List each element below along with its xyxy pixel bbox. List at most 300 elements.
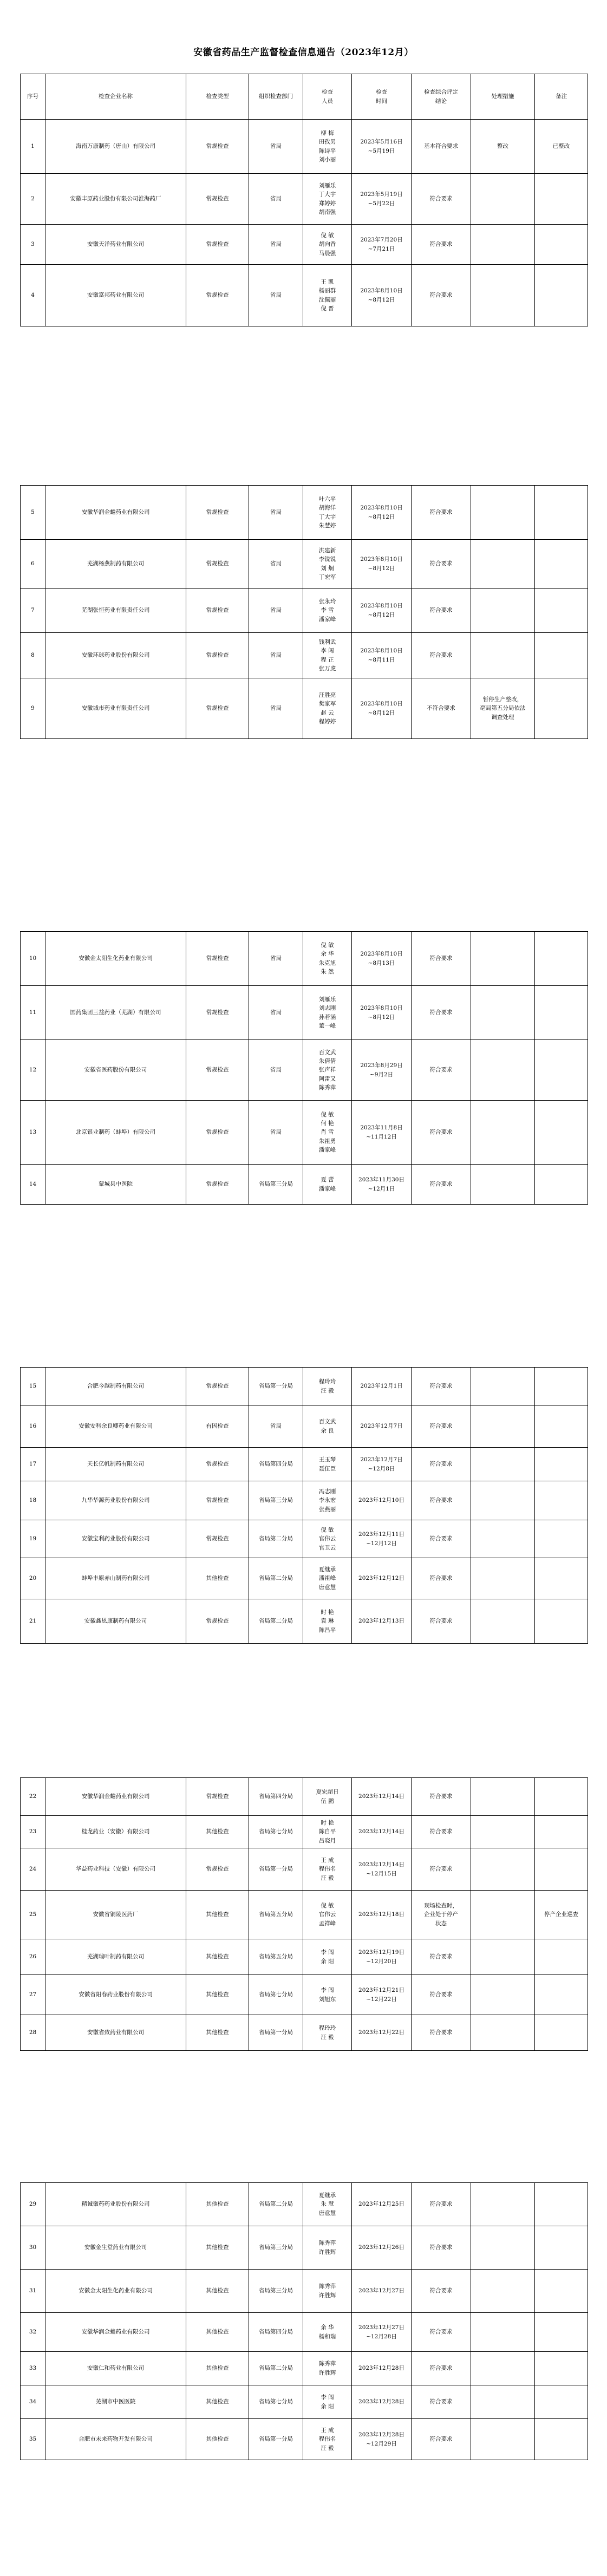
conclusion-cell: 符合要求 [412, 2015, 471, 2051]
conclusion-cell: 符合要求 [412, 1599, 471, 1644]
serial-number-cell: 12 [21, 1040, 45, 1101]
inspection-type-cell: 常规检查 [186, 1040, 249, 1101]
header-serial-number: 序号 [21, 74, 45, 120]
serial-number-cell: 19 [21, 1520, 45, 1558]
table-row [21, 265, 588, 326]
measures-cell [471, 265, 535, 326]
inspectors-cell: 夏继承 潘祖峰 唐意慧 [303, 1558, 352, 1599]
inspectors-cell: 夏 蕾 潘家峰 [303, 1165, 352, 1205]
serial-number-cell: 33 [21, 2352, 45, 2385]
organizing-dept-cell: 省局第一分局 [249, 1368, 303, 1405]
inspection-type-cell: 常规检查 [186, 225, 249, 265]
remarks-cell [535, 1778, 588, 1816]
conclusion-cell: 符合要求 [412, 1816, 471, 1848]
inspection-time-cell: 2023年12月10日 [352, 1481, 412, 1520]
conclusion-cell: 符合要求 [412, 1848, 471, 1891]
serial-number-cell: 14 [21, 1165, 45, 1205]
organizing-dept-cell: 省局 [249, 486, 303, 540]
company-name-cell: 安徽省致药业有限公司 [45, 2015, 186, 2051]
organizing-dept-cell: 省局第三分局 [249, 1165, 303, 1205]
company-name-cell: 安徽城市药业有限责任公司 [45, 678, 186, 739]
organizing-dept-cell: 省局第二分局 [249, 1520, 303, 1558]
inspectors-cell: 倪 敏 何 艳 肖 雪 朱祖勇 潘家峰 [303, 1101, 352, 1165]
inspection-time-cell: 2023年12月21日 ~12月22日 [352, 1975, 412, 2015]
measures-cell [471, 1848, 535, 1891]
organizing-dept-cell: 省局 [249, 225, 303, 265]
serial-number-cell: 35 [21, 2419, 45, 2460]
measures-cell [471, 174, 535, 225]
organizing-dept-cell: 省局第二分局 [249, 1599, 303, 1644]
conclusion-cell: 符合要求 [412, 540, 471, 589]
measures-cell [471, 1891, 535, 1939]
measures-cell [471, 1558, 535, 1599]
conclusion-cell: 符合要求 [412, 1520, 471, 1558]
company-name-cell: 安徽金太阳生化药业有限公司 [45, 2270, 186, 2313]
company-name-cell: 芜湖瑞叶制药有限公司 [45, 1939, 186, 1975]
remarks-cell [535, 1481, 588, 1520]
table-row [21, 2385, 588, 2419]
remarks-cell [535, 1101, 588, 1165]
inspection-time-cell: 2023年12月18日 [352, 1891, 412, 1939]
header-inspection-time: 检查 时间 [352, 74, 412, 120]
serial-number-cell: 22 [21, 1778, 45, 1816]
company-name-cell: 安徽仁和药业有限公司 [45, 2352, 186, 2385]
inspectors-cell: 钱利武 李 闯 程 正 张万虎 [303, 633, 352, 678]
table-row [21, 1939, 588, 1975]
organizing-dept-cell: 省局 [249, 1405, 303, 1448]
inspection-time-cell: 2023年7月20日 ~7月21日 [352, 225, 412, 265]
inspection-time-cell: 2023年12月19日 ~12月20日 [352, 1939, 412, 1975]
serial-number-cell: 16 [21, 1405, 45, 1448]
inspection-time-cell: 2023年8月10日 ~8月12日 [352, 540, 412, 589]
table-row [21, 1558, 588, 1599]
table-row [21, 1520, 588, 1558]
inspection-type-cell: 其他检查 [186, 2385, 249, 2419]
organizing-dept-cell: 省局第三分局 [249, 2270, 303, 2313]
company-name-cell: 蒙城县中医院 [45, 1165, 186, 1205]
table-row [21, 2313, 588, 2352]
remarks-cell [535, 1848, 588, 1891]
table-row [21, 932, 588, 986]
company-name-cell: 安徽天洋药业有限公司 [45, 225, 186, 265]
measures-cell [471, 225, 535, 265]
organizing-dept-cell: 省局第四分局 [249, 2313, 303, 2352]
company-name-cell: 蚌埠丰原赤山制药有限公司 [45, 1558, 186, 1599]
inspection-type-cell: 其他检查 [186, 2270, 249, 2313]
inspection-type-cell: 其他检查 [186, 2183, 249, 2226]
conclusion-cell: 符合要求 [412, 1165, 471, 1205]
inspection-time-cell: 2023年12月7日 ~12月8日 [352, 1448, 412, 1481]
remarks-cell [535, 1520, 588, 1558]
inspection-type-cell: 其他检查 [186, 2226, 249, 2270]
conclusion-cell: 符合要求 [412, 2385, 471, 2419]
remarks-cell [535, 1405, 588, 1448]
inspection-type-cell: 常规检查 [186, 932, 249, 986]
inspection-time-cell: 2023年8月10日 ~8月11日 [352, 633, 412, 678]
table-row [21, 2015, 588, 2051]
company-name-cell: 安徽环球药业股份有限公司 [45, 633, 186, 678]
company-name-cell: 精诚徽药药业股份有限公司 [45, 2183, 186, 2226]
inspectors-cell: 王玉琴 聂伍臣 [303, 1448, 352, 1481]
measures-cell [471, 986, 535, 1040]
inspection-time-cell: 2023年8月10日 ~8月12日 [352, 486, 412, 540]
inspectors-cell: 冯志刚 李永宏 张燕丽 [303, 1481, 352, 1520]
remarks-cell: 已整改 [535, 120, 588, 174]
table-row [21, 1848, 588, 1891]
inspection-type-cell: 常规检查 [186, 1520, 249, 1558]
company-name-cell: 合肥今越制药有限公司 [45, 1368, 186, 1405]
table-row [21, 540, 588, 589]
remarks-cell [535, 174, 588, 225]
remarks-cell: 停产企业巡查 [535, 1891, 588, 1939]
inspectors-cell: 李 闯 余 阳 [303, 1939, 352, 1975]
table-row [21, 225, 588, 265]
company-name-cell: 安徽华润金蟾药业有限公司 [45, 486, 186, 540]
document-title: 安徽省药品生产监督检查信息通告（2023年12月） [193, 47, 414, 58]
organizing-dept-cell: 省局第五分局 [249, 1939, 303, 1975]
remarks-cell [535, 225, 588, 265]
inspection-type-cell: 常规检查 [186, 678, 249, 739]
inspection-table-page-2 [20, 485, 588, 739]
conclusion-cell: 符合要求 [412, 1101, 471, 1165]
remarks-cell [535, 2270, 588, 2313]
inspection-type-cell: 常规检查 [186, 1778, 249, 1816]
inspection-type-cell: 常规检查 [186, 1368, 249, 1405]
measures-cell [471, 2352, 535, 2385]
company-name-cell: 国药集团三益药业（芜湖）有限公司 [45, 986, 186, 1040]
organizing-dept-cell: 省局 [249, 120, 303, 174]
inspection-type-cell: 有因检查 [186, 1405, 249, 1448]
organizing-dept-cell: 省局第二分局 [249, 2352, 303, 2385]
company-name-cell: 芜湖杨燕制药有限公司 [45, 540, 186, 589]
inspectors-cell: 倪 敏 胡向香 马晨强 [303, 225, 352, 265]
conclusion-cell: 符合要求 [412, 225, 471, 265]
serial-number-cell: 21 [21, 1599, 45, 1644]
measures-cell [471, 1816, 535, 1848]
serial-number-cell: 15 [21, 1368, 45, 1405]
serial-number-cell: 8 [21, 633, 45, 678]
organizing-dept-cell: 省局第五分局 [249, 1891, 303, 1939]
organizing-dept-cell: 省局 [249, 932, 303, 986]
inspectors-cell: 李 闯 刘旭东 [303, 1975, 352, 2015]
conclusion-cell: 符合要求 [412, 633, 471, 678]
conclusion-cell: 符合要求 [412, 932, 471, 986]
inspectors-cell: 陈秀萍 许胜辉 [303, 2352, 352, 2385]
inspectors-cell: 王 成 程伟名 汪 毅 [303, 2419, 352, 2460]
conclusion-cell: 符合要求 [412, 1040, 471, 1101]
table-row [21, 486, 588, 540]
inspectors-cell: 程玲玲 汪 毅 [303, 2015, 352, 2051]
measures-cell [471, 1939, 535, 1975]
inspection-type-cell: 其他检查 [186, 1558, 249, 1599]
company-name-cell: 安徽金太阳生化药业有限公司 [45, 932, 186, 986]
conclusion-cell: 符合要求 [412, 589, 471, 633]
serial-number-cell: 29 [21, 2183, 45, 2226]
inspectors-cell: 柳 梅 田孜男 陈诗平 刘小丽 [303, 120, 352, 174]
measures-cell [471, 486, 535, 540]
inspectors-cell: 夏宏超日 伍 鹏 [303, 1778, 352, 1816]
conclusion-cell: 符合要求 [412, 2270, 471, 2313]
inspectors-cell: 王 凯 杨丽群 沈佩丽 倪 晋 [303, 265, 352, 326]
measures-cell [471, 1165, 535, 1205]
serial-number-cell: 26 [21, 1939, 45, 1975]
remarks-cell [535, 1816, 588, 1848]
inspection-time-cell: 2023年12月12日 [352, 1558, 412, 1599]
inspection-type-cell: 其他检查 [186, 1975, 249, 2015]
inspection-type-cell: 常规检查 [186, 986, 249, 1040]
conclusion-cell: 符合要求 [412, 1368, 471, 1405]
header-organizing-dept: 组织检查部门 [249, 74, 303, 120]
inspection-type-cell: 常规检查 [186, 589, 249, 633]
remarks-cell [535, 486, 588, 540]
company-name-cell: 海南万康制药（唐山）有限公司 [45, 120, 186, 174]
organizing-dept-cell: 省局 [249, 265, 303, 326]
inspection-type-cell: 常规检查 [186, 1848, 249, 1891]
organizing-dept-cell: 省局第七分局 [249, 1975, 303, 2015]
inspectors-cell: 余 华 杨和瑞 [303, 2313, 352, 2352]
conclusion-cell: 符合要求 [412, 1558, 471, 1599]
inspectors-cell: 百文武 余 良 [303, 1405, 352, 1448]
serial-number-cell: 6 [21, 540, 45, 589]
inspection-time-cell: 2023年8月10日 ~8月12日 [352, 678, 412, 739]
measures-cell [471, 2313, 535, 2352]
serial-number-cell: 23 [21, 1816, 45, 1848]
conclusion-cell: 符合要求 [412, 1975, 471, 2015]
table-header-row [21, 74, 588, 120]
conclusion-cell: 符合要求 [412, 1481, 471, 1520]
measures-cell [471, 589, 535, 633]
inspection-time-cell: 2023年12月1日 [352, 1368, 412, 1405]
inspection-time-cell: 2023年12月25日 [352, 2183, 412, 2226]
table-row [21, 174, 588, 225]
conclusion-cell: 基本符合要求 [412, 120, 471, 174]
inspection-time-cell: 2023年12月28日 ~12月29日 [352, 2419, 412, 2460]
remarks-cell [535, 2226, 588, 2270]
organizing-dept-cell: 省局第七分局 [249, 2385, 303, 2419]
table-row [21, 589, 588, 633]
table-row [21, 1405, 588, 1448]
inspection-type-cell: 其他检查 [186, 1816, 249, 1848]
inspection-time-cell: 2023年12月28日 [352, 2352, 412, 2385]
inspection-table-page-4 [20, 1367, 588, 1644]
measures-cell [471, 1520, 535, 1558]
organizing-dept-cell: 省局 [249, 1040, 303, 1101]
organizing-dept-cell: 省局第二分局 [249, 1558, 303, 1599]
header-company-name: 检查企业名称 [45, 74, 186, 120]
inspection-time-cell: 2023年12月14日 [352, 1778, 412, 1816]
inspection-type-cell: 其他检查 [186, 2419, 249, 2460]
organizing-dept-cell: 省局第四分局 [249, 1448, 303, 1481]
inspectors-cell: 叶六平 胡海洋 丁大宇 朱慧婷 [303, 486, 352, 540]
remarks-cell [535, 2183, 588, 2226]
table-row [21, 1040, 588, 1101]
conclusion-cell: 符合要求 [412, 986, 471, 1040]
measures-cell [471, 2183, 535, 2226]
measures-cell [471, 1101, 535, 1165]
company-name-cell: 九华华源药业股份有限公司 [45, 1481, 186, 1520]
measures-cell [471, 1368, 535, 1405]
inspection-time-cell: 2023年12月14日 ~12月15日 [352, 1848, 412, 1891]
serial-number-cell: 1 [21, 120, 45, 174]
inspection-time-cell: 2023年12月27日 ~12月28日 [352, 2313, 412, 2352]
inspection-type-cell: 常规检查 [186, 486, 249, 540]
measures-cell [471, 2226, 535, 2270]
remarks-cell [535, 2385, 588, 2419]
company-name-cell: 桂龙药业（安徽）有限公司 [45, 1816, 186, 1848]
inspection-time-cell: 2023年8月10日 ~8月13日 [352, 932, 412, 986]
organizing-dept-cell: 省局第一分局 [249, 1848, 303, 1891]
measures-cell [471, 2015, 535, 2051]
company-name-cell: 北京银业制药（蚌埠）有限公司 [45, 1101, 186, 1165]
inspection-time-cell: 2023年12月13日 [352, 1599, 412, 1644]
remarks-cell [535, 678, 588, 739]
table-row [21, 1368, 588, 1405]
serial-number-cell: 13 [21, 1101, 45, 1165]
remarks-cell [535, 1558, 588, 1599]
organizing-dept-cell: 省局第七分局 [249, 1816, 303, 1848]
company-name-cell: 芜湖张恒药业有限责任公司 [45, 589, 186, 633]
serial-number-cell: 11 [21, 986, 45, 1040]
inspectors-cell: 刘雁乐 刘志刚 孙若涵 董一峰 [303, 986, 352, 1040]
inspection-table-page-5 [20, 1777, 588, 2051]
company-name-cell: 安徽富邦药业有限公司 [45, 265, 186, 326]
inspection-type-cell: 其他检查 [186, 2015, 249, 2051]
conclusion-cell: 现场检查时， 企业处于停产 状态 [412, 1891, 471, 1939]
measures-cell: 暂停生产整改， 亳局第五分局依法 调查处理 [471, 678, 535, 739]
organizing-dept-cell: 省局 [249, 540, 303, 589]
serial-number-cell: 3 [21, 225, 45, 265]
inspectors-cell: 时 艳 袁 琳 陈昌平 [303, 1599, 352, 1644]
table-row [21, 2270, 588, 2313]
table-row [21, 120, 588, 174]
table-row [21, 1816, 588, 1848]
organizing-dept-cell: 省局 [249, 986, 303, 1040]
company-name-cell: 天长亿帆制药有限公司 [45, 1448, 186, 1481]
measures-cell [471, 1975, 535, 2015]
table-row [21, 678, 588, 739]
remarks-cell [535, 2015, 588, 2051]
serial-number-cell: 25 [21, 1891, 45, 1939]
inspection-time-cell: 2023年8月10日 ~8月12日 [352, 986, 412, 1040]
measures-cell [471, 2270, 535, 2313]
inspection-time-cell: 2023年12月22日 [352, 2015, 412, 2051]
company-name-cell: 安徽省医药股份有限公司 [45, 1040, 186, 1101]
inspection-time-cell: 2023年12月26日 [352, 2226, 412, 2270]
inspection-type-cell: 常规检查 [186, 1481, 249, 1520]
inspectors-cell: 百文武 朱倩倩 张声祥 阿雷又 陈秀萍 [303, 1040, 352, 1101]
inspectors-cell: 倪 敏 官伟云 官卫云 [303, 1520, 352, 1558]
inspection-time-cell: 2023年12月28日 [352, 2385, 412, 2419]
table-row [21, 986, 588, 1040]
serial-number-cell: 4 [21, 265, 45, 326]
inspection-table-page-3 [20, 931, 588, 1205]
inspection-type-cell: 常规检查 [186, 1448, 249, 1481]
conclusion-cell: 符合要求 [412, 265, 471, 326]
company-name-cell: 安徽丰原药业股份有限公司淮海药厂 [45, 174, 186, 225]
organizing-dept-cell: 省局 [249, 633, 303, 678]
organizing-dept-cell: 省局第四分局 [249, 1778, 303, 1816]
remarks-cell [535, 265, 588, 326]
table-row [21, 1891, 588, 1939]
conclusion-cell: 符合要求 [412, 486, 471, 540]
inspectors-cell: 时 艳 陈自平 吕晓月 [303, 1816, 352, 1848]
inspection-type-cell: 常规检查 [186, 1101, 249, 1165]
inspection-time-cell: 2023年5月19日 ~5月22日 [352, 174, 412, 225]
inspectors-cell: 倪 敏 余 华 朱克旭 朱 然 [303, 932, 352, 986]
company-name-cell: 华益药业科技（安徽）有限公司 [45, 1848, 186, 1891]
remarks-cell [535, 1448, 588, 1481]
inspection-type-cell: 其他检查 [186, 1891, 249, 1939]
remarks-cell [535, 1165, 588, 1205]
remarks-cell [535, 2352, 588, 2385]
serial-number-cell: 17 [21, 1448, 45, 1481]
inspection-time-cell: 2023年8月29日 ~9月2日 [352, 1040, 412, 1101]
header-conclusion: 检查综合评定 结论 [412, 74, 471, 120]
organizing-dept-cell: 省局第一分局 [249, 2419, 303, 2460]
conclusion-cell: 符合要求 [412, 2313, 471, 2352]
remarks-cell [535, 633, 588, 678]
table-row [21, 1975, 588, 2015]
table-row [21, 2352, 588, 2385]
table-row [21, 1101, 588, 1165]
serial-number-cell: 28 [21, 2015, 45, 2051]
conclusion-cell: 符合要求 [412, 2226, 471, 2270]
serial-number-cell: 34 [21, 2385, 45, 2419]
company-name-cell: 安徽安科余良卿药业有限公司 [45, 1405, 186, 1448]
inspection-time-cell: 2023年12月7日 [352, 1405, 412, 1448]
measures-cell: 整改 [471, 120, 535, 174]
table-row [21, 1165, 588, 1205]
inspection-type-cell: 其他检查 [186, 1939, 249, 1975]
inspection-time-cell: 2023年12月14日 [352, 1816, 412, 1848]
company-name-cell: 安徽华润金蟾药业有限公司 [45, 2313, 186, 2352]
table-row [21, 2226, 588, 2270]
conclusion-cell: 符合要求 [412, 1778, 471, 1816]
measures-cell [471, 633, 535, 678]
table-row [21, 2419, 588, 2460]
inspection-type-cell: 常规检查 [186, 120, 249, 174]
company-name-cell: 安徽宝利药业股份有限公司 [45, 1520, 186, 1558]
serial-number-cell: 24 [21, 1848, 45, 1891]
company-name-cell: 安徽鑫恩康制药有限公司 [45, 1599, 186, 1644]
measures-cell [471, 1040, 535, 1101]
organizing-dept-cell: 省局第一分局 [249, 2015, 303, 2051]
measures-cell [471, 1405, 535, 1448]
inspection-type-cell: 常规检查 [186, 540, 249, 589]
inspectors-cell: 张永玲 李 雪 潘家峰 [303, 589, 352, 633]
inspectors-cell: 程玲玲 汪 毅 [303, 1368, 352, 1405]
organizing-dept-cell: 省局第二分局 [249, 2183, 303, 2226]
inspectors-cell: 刘雁乐 丁大宇 郑婷婷 胡南强 [303, 174, 352, 225]
serial-number-cell: 18 [21, 1481, 45, 1520]
measures-cell [471, 1599, 535, 1644]
measures-cell [471, 1448, 535, 1481]
inspectors-cell: 陈秀萍 许胜辉 [303, 2270, 352, 2313]
remarks-cell [535, 1599, 588, 1644]
table-row [21, 1778, 588, 1816]
remarks-cell [535, 1040, 588, 1101]
organizing-dept-cell: 省局 [249, 589, 303, 633]
measures-cell [471, 2419, 535, 2460]
header-inspection-type: 检查类型 [186, 74, 249, 120]
remarks-cell [535, 2313, 588, 2352]
table-row [21, 1481, 588, 1520]
conclusion-cell: 符合要求 [412, 2352, 471, 2385]
serial-number-cell: 10 [21, 932, 45, 986]
measures-cell [471, 2385, 535, 2419]
inspectors-cell: 陈秀萍 许胜辉 [303, 2226, 352, 2270]
inspection-type-cell: 其他检查 [186, 2352, 249, 2385]
